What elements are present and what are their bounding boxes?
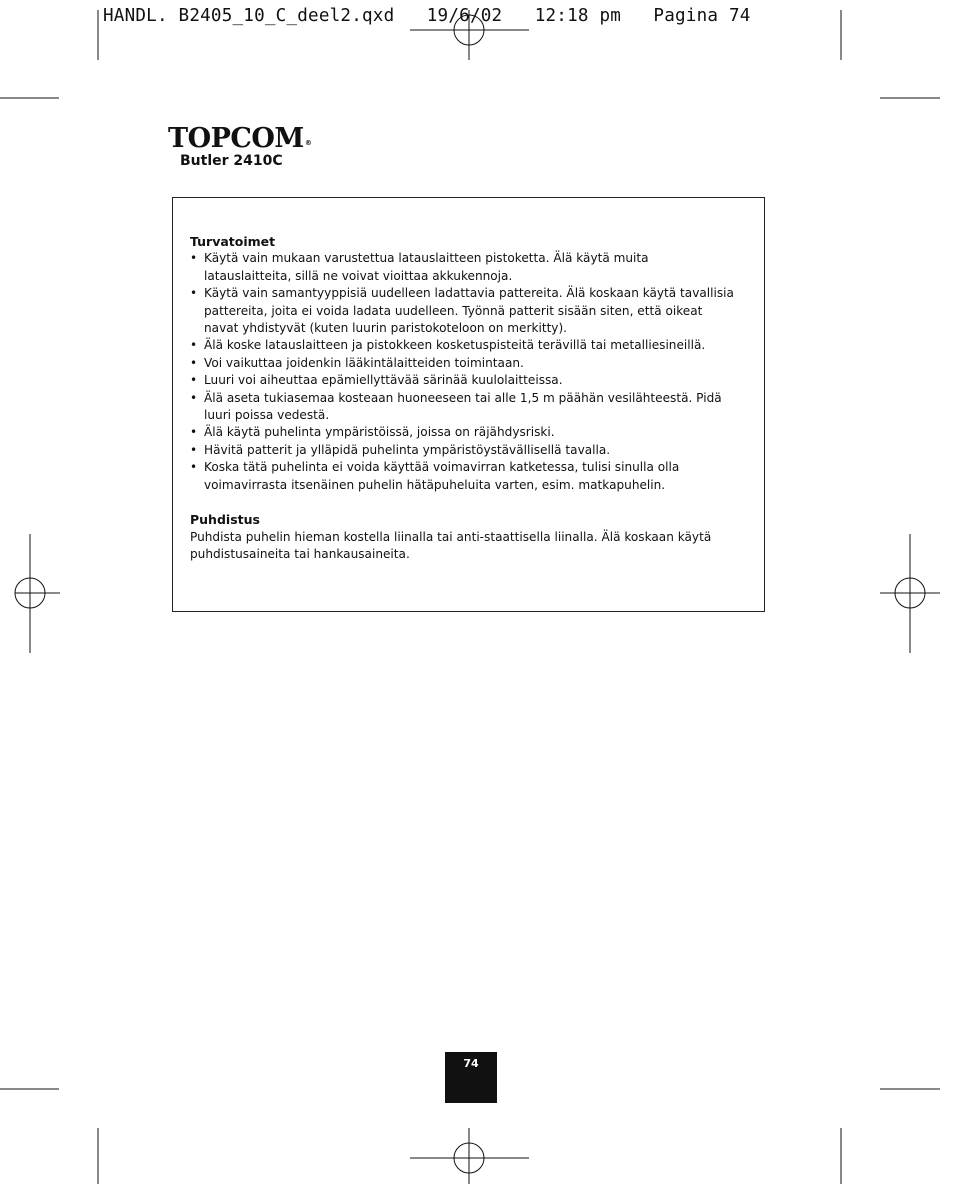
- safety-list: [190, 250, 738, 494]
- content-area: [190, 233, 738, 563]
- safety-item: • Luuri voi aiheuttaa epämiellyttävää särinää kuulolaitteissa.: [190, 372, 738, 389]
- page-number: 74: [463, 1057, 479, 1070]
- print-slug: HANDL. B2405_10_C_deel2.qxd 19/6/02 12:18 pm Pagina 74: [103, 6, 751, 26]
- safety-item: • Voi vaikuttaa joidenkin lääkintälaitteiden toimintaan.: [190, 355, 738, 372]
- safety-item: • Älä käytä puhelinta ympäristöissä, joissa on räjähdysriski.: [190, 424, 738, 441]
- section-spacer: [190, 494, 738, 511]
- safety-item: • Älä koske latauslaitteen ja pistokkeen kosketuspisteitä terävillä tai metalliesineillä.: [190, 337, 738, 354]
- page-number-badge: [445, 1052, 497, 1103]
- logo-text: TOPCOM: [168, 123, 304, 154]
- cleaning-heading: Puhdistus: [190, 512, 260, 528]
- safety-item: • Koska tätä puhelinta ei voida käyttää voimavirran katketessa, tulisi sinulla olla voimavirrasta itsenäinen puhelin hätäpuheluita varten, esim. matkapuhelin.: [190, 459, 738, 494]
- safety-item: • Hävitä patterit ja ylläpidä puhelinta ympäristöystävällisellä tavalla.: [190, 442, 738, 459]
- model-name: Butler 2410C: [180, 153, 283, 169]
- registered-mark: ®: [304, 139, 312, 147]
- cleaning-text: Puhdista puhelin hieman kostella liinalla tai anti-staattisella liinalla. Älä koskaan käytä puhdistusaineita tai hankausaineita.: [190, 529, 712, 561]
- safety-item: • Käytä vain mukaan varustettua latauslaitteen pistoketta. Älä käytä muita latauslaitteita, sillä ne voivat vioittaa akkukennoja.: [190, 250, 738, 285]
- safety-heading: Turvatoimet: [190, 234, 276, 249]
- topcom-logo: [168, 124, 311, 154]
- safety-item: • Älä aseta tukiasemaa kosteaan huoneeseen tai alle 1,5 m päähän vesilähteestä. Pidä luuri poissa vedestä.: [190, 390, 738, 425]
- safety-item: • Käytä vain samantyyppisiä uudelleen ladattavia pattereita. Älä koskaan käytä tavallisia pattereita, joita ei voida ladata uudelleen. Työnnä patterit sisään siten, että oikeat navat yhdistyvät (kuten luurin paristokoteloon on merkitty).: [190, 285, 738, 337]
